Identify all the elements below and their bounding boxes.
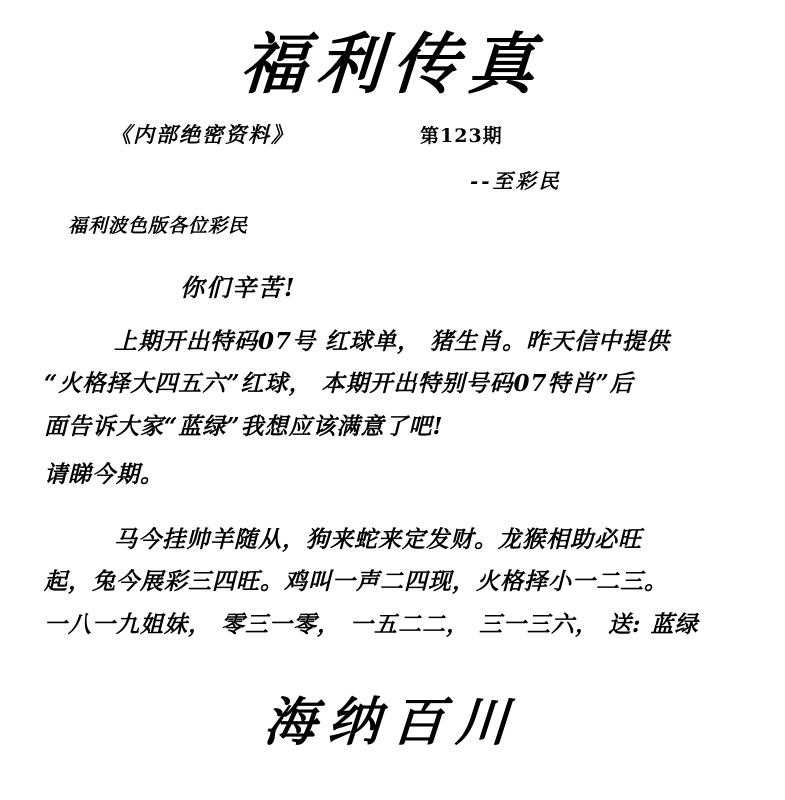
paragraph1-line-1: 上期开出特码07号 红球单， 猪生肖。昨天信中提供 <box>114 327 671 355</box>
greeting-line: 福利波色版各位彩民 <box>68 214 249 237</box>
paragraph2-line-3: 一八一九姐妹， 零三一零， 一五二二， 三一三六， 送: 蓝绿 <box>44 610 699 638</box>
document-page <box>0 25 785 800</box>
header-row <box>0 119 785 193</box>
signature-line: --至彩民 <box>470 168 562 193</box>
paragraph1-line-3: 面告诉大家“蓝绿”我想应该满意了吧! <box>44 412 444 440</box>
paragraph2-line-2: 起，兔今展彩三四旺。鸡叫一声二四现，火格择小一二三。 <box>44 568 668 596</box>
page-title: 福利传真 <box>237 25 548 103</box>
body-content <box>0 321 785 647</box>
paragraph1-line-2: “火格择大四五六”红球， 本期开出特别号码07特肖”后 <box>44 370 634 398</box>
document-subtitle: 《内部绝密资料》 <box>110 121 294 147</box>
footer-slogan: 海纳百川 <box>262 692 523 754</box>
salute-line: 你们辛苦! <box>180 272 297 302</box>
request-line: 请睇今期。 <box>44 461 164 489</box>
paragraph2-line-1: 马今挂帅羊随从，狗来蛇来定发财。龙猴相助必旺 <box>114 525 642 553</box>
issue-number: 第123期 <box>420 124 503 147</box>
